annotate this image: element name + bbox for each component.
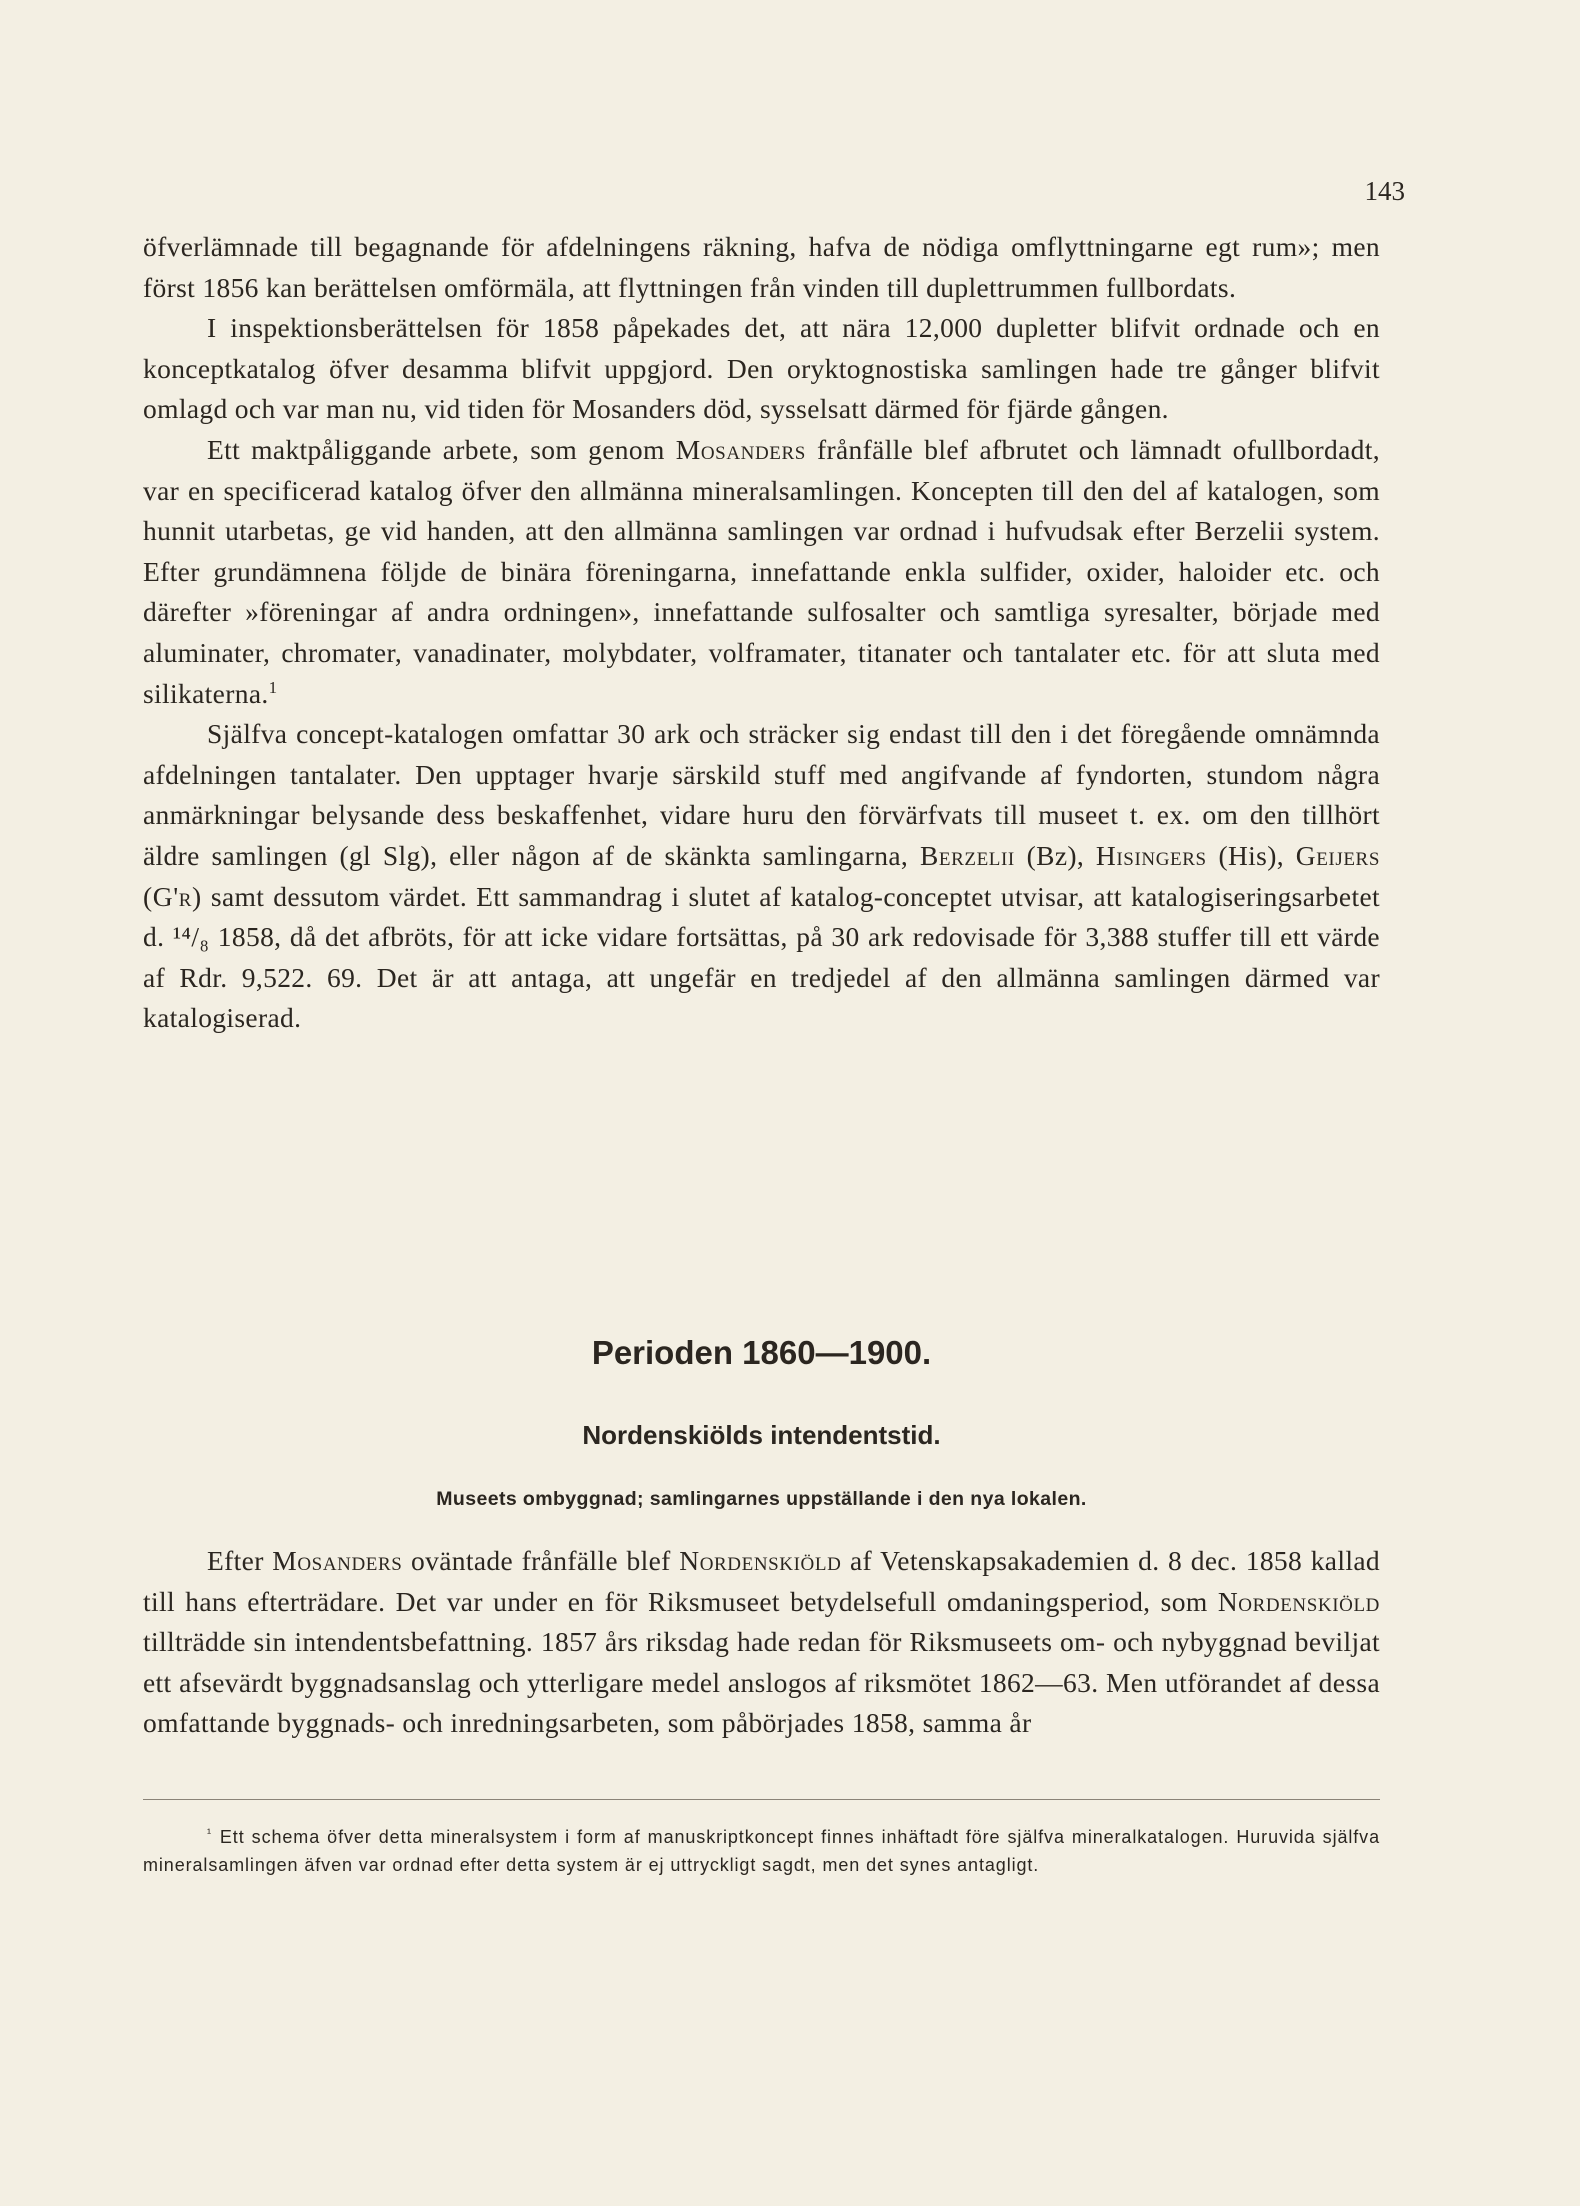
name-hisingers: Hisingers (1095, 839, 1207, 871)
abbr-bz: (Bz), (1026, 839, 1085, 871)
name-nordenskiold-2: Nordenskiöld (1217, 1585, 1380, 1617)
chapter-heading: Nordenskiölds intendentstid. (582, 1420, 941, 1450)
paragraph-1: öfverlämnade till begagnande för afdelningens räkning, hafva de nödiga omflyttningarne egt rum»; men först 1856 kan berättelsen omförmäla, att flyttningen från vinden till duplettrummen fullbordats. (143, 231, 1380, 303)
paragraph-4-part-b: samt dessutom värdet. Ett sammandrag i slutet af katalog-conceptet utvisar, att katalogiseringsarbetet d. (143, 880, 1380, 953)
page-number: 143 (1364, 176, 1405, 206)
paragraph-3-part-a: Ett maktpåliggande arbete, som genom (207, 433, 665, 465)
footnote-text: Ett schema öfver detta mineralsystem i form af manuskriptkoncept finnes inhäftadt före själfva mineralkatalogen. Huruvida själfva mineralsamlingen äfven var ordnad efter detta system är ej uttryckligt sagdt, men det synes antagligt. (143, 1827, 1380, 1875)
footnote (143, 1820, 1380, 1879)
name-mosanders-2: Mosanders (272, 1545, 403, 1576)
paragraph-5-part-c: af Vetenskapsakademien d. 8 dec. 1858 kallad till hans efterträdare. Det var under en för Riksmuseet betydelsefull omdaningsperiod, som (143, 1545, 1380, 1617)
abbr-his: (His), (1218, 839, 1284, 871)
subheading: Museets ombyggnad; samlingarnes uppställande i den nya lokalen. (436, 1488, 1087, 1510)
paragraph-4-part-c: 1858, då det afbröts, för att icke vidare fortsättas, på 30 ark redovisade för 3,388 stuffer till ett värde af Rdr. 9,522. 69. Det är att antaga, att ungefär en tredjedel af den allmänna samlingen därmed var katalogiserad. (143, 921, 1380, 1034)
abbr-gr: (G'r) (143, 880, 202, 912)
paragraph-5-part-d: tillträdde sin intendentsbefattning. 1857 års riksdag hade redan för Riksmuseets om- och nybyggnad beviljat ett afsevärdt byggnadsanslag och ytterligare medel anslogos af riksmötet 1862—63. Men utförandet af dessa omfattande byggnads- och inredningsarbeten, som påbörjades 1858, samma år (143, 1626, 1380, 1739)
paragraph-5-part-a: Efter (207, 1545, 264, 1576)
paragraph-3-part-b: frånfälle blef afbrutet och lämnadt ofullbordadt, var en specificerad katalog öfver den allmänna mineralsamlingen. Koncepten till den del af katalogen, som hunnit utarbetas, ge vid handen, att den allmänna samlingen var ordnad i hufvudsak efter Berzelii system. Efter grundämnena följde de binära föreningarna, innefattande enkla sulfider, oxider, haloider etc. och därefter »föreningar af andra ordningen», innefattande sulfosalter och samtliga syresalter, började med aluminater, chromater, vanadinater, molybdater, volframater, titanater och tantalater etc. för att sluta med silikaterna. (143, 433, 1380, 709)
name-nordenskiold: Nordenskiöld (679, 1545, 842, 1576)
paragraph-5-part-b: oväntade frånfälle blef (411, 1545, 671, 1576)
paragraph-2: I inspektionsberättelsen för 1858 påpekades det, att nära 12,000 dupletter blifvit ordnade och en konceptkatalog öfver desamma blifvit uppgjord. Den oryktognostiska samlingen hade tre gånger blifvit omlagd och var man nu, vid tiden för Mosanders död, sysselsatt därmed för fjärde gången. (143, 312, 1380, 425)
name-berzelii: Berzelii (919, 839, 1015, 871)
name-mosanders: Mosanders (675, 433, 806, 465)
footnote-reference: 1 (268, 677, 278, 697)
body-text-top (143, 227, 1380, 1039)
paragraph-4 (143, 714, 1380, 1039)
paragraph-5 (143, 1541, 1380, 1744)
paragraph-3 (143, 430, 1380, 714)
footnote-mark: ¹ (207, 1826, 212, 1840)
section-heading: Perioden 1860—1900. (591, 1334, 932, 1371)
footnote-divider (143, 1799, 1380, 1800)
name-geijers: Geijers (1295, 839, 1380, 871)
date-fraction: ¹⁴/₈ (172, 921, 210, 953)
paragraph-4-part-a: Själfva concept-katalogen omfattar 30 ark och sträcker sig endast till den i det föregående omnämnda afdelningen tantalater. Den upptager hvarje särskild stuff med angifvande af fyndorten, stundom några anmärkningar belysande dess beskaffenhet, vidare huru den förvärfvats till museet t. ex. om den tillhört äldre samlingen (gl Slg), eller någon af de skänkta samlingarna, (143, 718, 1380, 871)
body-text-bottom (143, 1541, 1380, 1744)
